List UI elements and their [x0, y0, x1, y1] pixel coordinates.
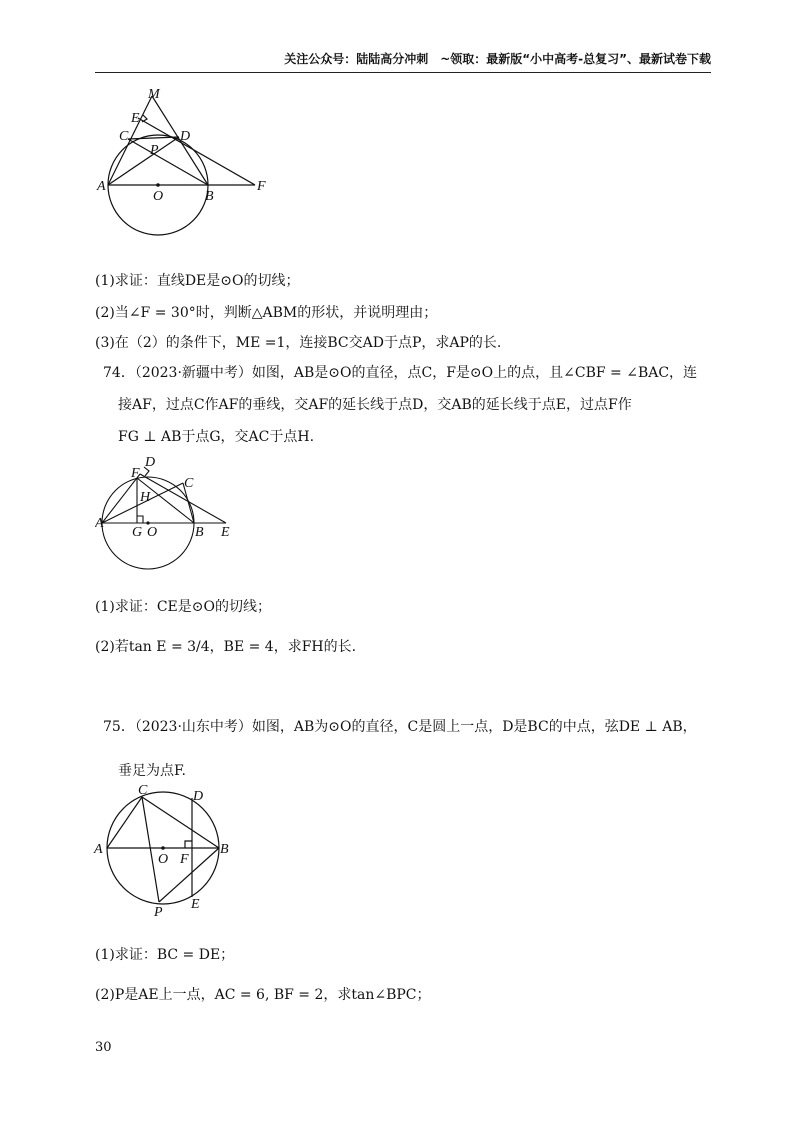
figure-73	[95, 82, 275, 252]
fig73-label: B	[205, 189, 214, 204]
fig73-label: E	[131, 111, 140, 126]
p74-stem-1: 74．（2023·新疆中考）如图，AB是⊙O的直径，点C，F是⊙O上的点，且∠CBF = ∠BAC，连	[103, 365, 698, 381]
fig73-label: P	[150, 143, 159, 158]
fig74-label: A	[95, 516, 104, 531]
fig75-line-AC	[107, 797, 142, 848]
p74-stem-2: 接AF，过点C作AF的垂线，交AF的延长线于点D，交AB的延长线于点E，过点F作	[118, 397, 632, 413]
fig74-label: O	[147, 525, 158, 540]
p74-stem-3: FG ⊥ AB于点G，交AC于点H.	[118, 429, 315, 445]
p74-question-2: (2)若tan E = 3/4，BE = 4，求FH的长.	[95, 639, 357, 655]
p73-question-2: (2)当∠F = 30°时，判断△ABM的形状，并说明理由；	[95, 305, 438, 321]
fig74-line-DE	[140, 474, 226, 523]
p75-stem-2: 垂足为点F.	[118, 763, 186, 779]
p74-question-1: (1)求证：CE是⊙O的切线；	[95, 599, 271, 615]
fig75-label: F	[180, 852, 189, 867]
fig75-label: P	[154, 905, 163, 920]
fig73-line-AD	[108, 137, 179, 185]
fig73-label: C	[119, 129, 129, 144]
fig75-line-CB	[142, 797, 219, 848]
fig73-label: M	[148, 87, 160, 102]
fig75-label: O	[158, 852, 169, 867]
fig73-label: F	[257, 179, 266, 194]
figure-74	[95, 452, 235, 572]
p75-question-1: (1)求证：BC = DE；	[95, 947, 235, 963]
fig75-label: A	[94, 842, 103, 857]
p73-question-1: (1)求证：直线DE是⊙O的切线；	[95, 273, 300, 289]
page-number: 30	[95, 1040, 112, 1055]
fig73-line-CD	[128, 137, 179, 139]
fig74-label: F	[131, 466, 140, 481]
fig73-label: O	[153, 189, 164, 204]
fig74-label: D	[145, 455, 156, 470]
fig74-label: H	[140, 490, 151, 505]
fig74-label: B	[195, 525, 204, 540]
fig73-label: A	[97, 179, 106, 194]
figure-75	[92, 780, 237, 920]
fig75-right-angle	[185, 841, 192, 848]
fig74-line-AD	[102, 474, 140, 523]
fig74-label: C	[184, 476, 194, 491]
fig73-line-CB	[128, 139, 208, 185]
fig74-label: E	[221, 525, 230, 540]
fig74-right-angle	[137, 516, 143, 523]
fig75-label: C	[138, 783, 148, 798]
fig73-label: D	[180, 129, 191, 144]
fig75-line-CP	[142, 797, 159, 902]
fig74-label: G	[132, 525, 143, 540]
p75-stem-1: 75．（2023·山东中考）如图，AB为⊙O的直径，C是圆上一点，D是BC的中点，弦DE ⊥ AB，	[103, 719, 697, 735]
p73-question-3: (3)在（2）的条件下，ME =1，连接BC交AD于点P，求AP的长.	[95, 335, 502, 351]
page-header: 关注公众号：陆陆高分冲刺 ~领取：最新版“小中高考-总复习”、最新试卷下载	[95, 50, 711, 73]
p75-question-2: (2)P是AE上一点，AC = 6, BF = 2，求tan∠BPC；	[95, 987, 431, 1003]
fig75-label: B	[220, 842, 229, 857]
fig75-label: D	[193, 789, 204, 804]
fig75-label: E	[191, 897, 200, 912]
